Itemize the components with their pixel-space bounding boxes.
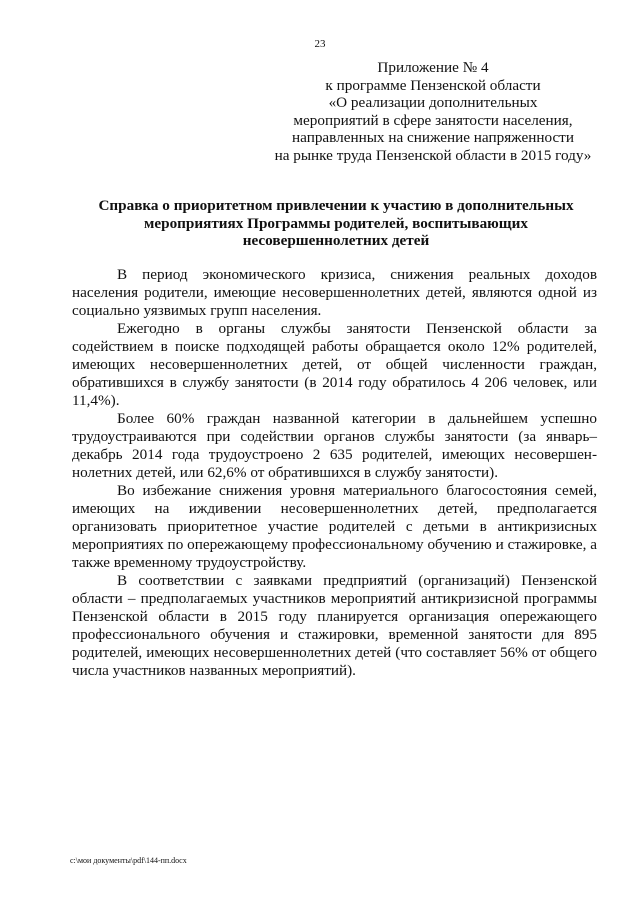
document-title xyxy=(82,197,590,250)
appendix-line: на рынке труда Пензенской области в 2015 году» xyxy=(274,146,592,164)
paragraph-annual-applications: Ежегодно в органы службы занятости Пензенской области за содействием в поиске подходящей работы обращается около 12% родителей, имеющих несовершеннолетних детей, от общей численности граждан, обратившихся в службу занятости (в 2014 году обратилось 4 206 человек, или 11,4%). xyxy=(72,320,597,409)
appendix-header xyxy=(268,59,598,165)
footer-file-path: c:\мои документы\pdf\144-пп.docx xyxy=(70,856,187,865)
paragraph-crisis-context: В период экономического кризиса, снижения реальных доходов населения родители, имеющие несовершеннолетних детей, являются одной из социально уязвимых групп населения. xyxy=(72,266,597,319)
paragraph-employment-results: Более 60% граждан названной категории в дальнейшем успешно трудоустраиваются при содействии органов службы занятости (за январь–декабрь 2014 года трудоустроено 2 635 родителей, имеющих несовершеннолетних детей, или 62,6% от обратившихся в службу занятости). xyxy=(72,410,597,481)
appendix-line: к программе Пензенской области xyxy=(325,76,541,94)
paragraph-priority-participation: Во избежание снижения уровня материального благосостояния семей, имеющих на иждивении несовершеннолетних детей, предполагается организовать приоритетное участие родителей с детьми в антикризисных мероприятиях по опережающему профессиональному обучению и стажировке, а также временному трудоустройству. xyxy=(72,482,597,571)
document-body xyxy=(72,266,597,680)
page-number: 23 xyxy=(314,38,326,50)
title-line: несовершеннолетних детей xyxy=(242,232,430,250)
appendix-line: мероприятий в сфере занятости населения, xyxy=(293,111,573,129)
title-line: мероприятиях Программы родителей, воспитывающих xyxy=(144,214,528,232)
appendix-line: «О реализации дополнительных xyxy=(328,94,538,112)
paragraph-planned-training: В соответствии с заявками предприятий (организаций) Пензенской области – предполагаемых участников мероприятий антикризисной программы Пензенской области в 2015 году планируется организация опережающего профессионального обучения и стажировки, временной занятости для 895 родителей, имеющих несовершеннолетних детей (что составляет 56% от общего числа участников названных мероприятий). xyxy=(72,572,597,679)
appendix-line: Приложение № 4 xyxy=(377,59,489,76)
appendix-line: направленных на снижение напряженности xyxy=(292,129,574,147)
title-line: Справка о приоритетном привлечении к участию в дополнительных xyxy=(98,197,574,214)
